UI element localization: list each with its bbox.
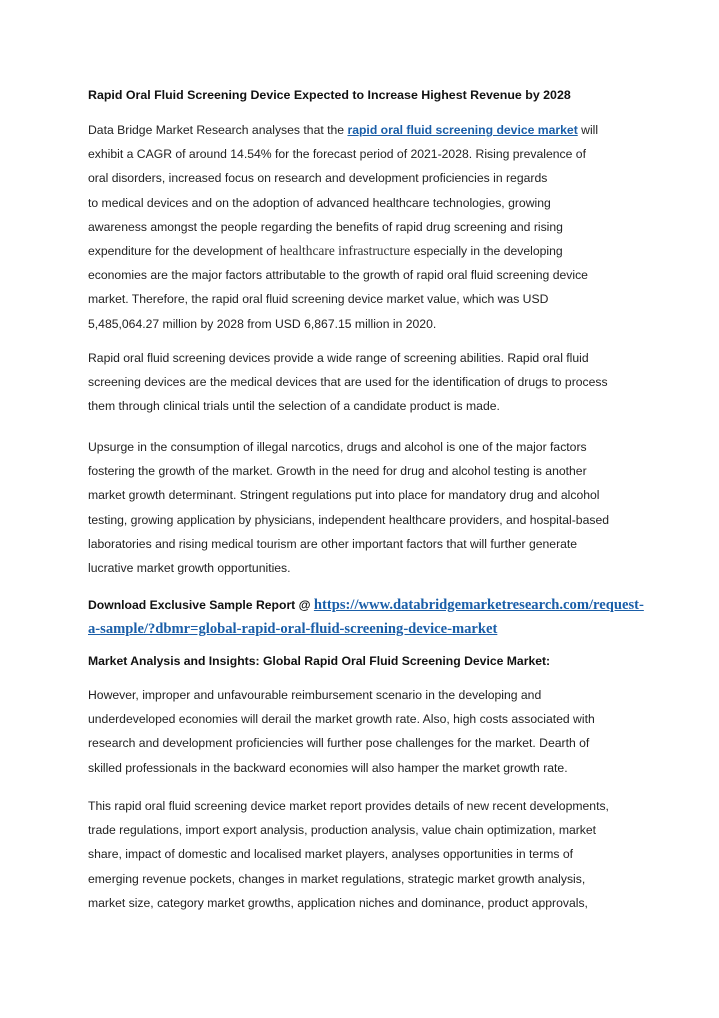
paragraph-intro bbox=[88, 118, 648, 336]
paragraph-line: awareness amongst the people regarding the benefits of rapid drug screening and rising bbox=[88, 219, 563, 234]
sample-report-link-continued[interactable]: a-sample/?dbmr=global-rapid-oral-fluid-screening-device-market bbox=[88, 621, 498, 637]
download-line bbox=[88, 617, 648, 641]
paragraph-line: research and development proficiencies will further pose challenges for the market. Dearth of bbox=[88, 736, 590, 751]
paragraph-line bbox=[88, 118, 648, 142]
download-label: Download Exclusive Sample Report @ bbox=[88, 598, 314, 612]
paragraph-report-details bbox=[88, 794, 648, 915]
text-run: especially in the developing bbox=[410, 243, 563, 258]
paragraph-line: Rapid oral fluid screening devices provide a wide range of screening abilities. Rapid oral fluid bbox=[88, 351, 589, 365]
paragraph-line: trade regulations, import export analysis, production analysis, value chain optimization, market bbox=[88, 823, 597, 838]
paragraph-line: 5,485,064.27 million by 2028 from USD 6,867.15 million in 2020. bbox=[88, 316, 437, 331]
paragraph-line: fostering the growth of the market. Growth in the need for drug and alcohol testing is another bbox=[88, 464, 587, 479]
paragraph-line: underdeveloped economies will derail the market growth rate. Also, high costs associated with bbox=[88, 712, 595, 727]
text-run: will bbox=[577, 123, 599, 137]
paragraph-line bbox=[88, 239, 648, 263]
section-heading: Market Analysis and Insights: Global Rapid Oral Fluid Screening Device Market: bbox=[88, 654, 551, 668]
paragraph-line: market growth determinant. Stringent regulations put into place for mandatory drug and alcohol bbox=[88, 488, 600, 503]
paragraph-line: market. Therefore, the rapid oral fluid screening device market value, which was USD bbox=[88, 292, 549, 307]
text-run: expenditure for the development of bbox=[88, 243, 280, 258]
paragraph-restraints bbox=[88, 683, 648, 780]
healthcare-infrastructure-text: healthcare infrastructure bbox=[279, 242, 411, 258]
paragraph-line: skilled professionals in the backward economies will also hamper the market growth rate. bbox=[88, 760, 568, 775]
market-keyword-link[interactable]: rapid oral fluid screening device market bbox=[347, 123, 578, 137]
paragraph-line: share, impact of domestic and localised market players, analyses opportunities in terms of bbox=[88, 847, 574, 862]
sample-report-link[interactable]: https://www.databridgemarketresearch.com/request- bbox=[313, 597, 644, 613]
text-run: Data Bridge Market Research analyses that the bbox=[88, 123, 348, 137]
paragraph-drivers bbox=[88, 435, 648, 580]
paragraph-line: economies are the major factors attributable to the growth of rapid oral fluid screening device bbox=[88, 268, 588, 283]
page-title: Rapid Oral Fluid Screening Device Expected to Increase Highest Revenue by 2028 bbox=[88, 88, 571, 102]
download-sample-section bbox=[88, 593, 648, 641]
paragraph-line: them through clinical trials until the selection of a candidate product is made. bbox=[88, 399, 500, 414]
paragraph-line: screening devices are the medical devices that are used for the identification of drugs to process bbox=[88, 375, 608, 390]
paragraph-line: lucrative market growth opportunities. bbox=[88, 560, 291, 575]
paragraph-line: emerging revenue pockets, changes in market regulations, strategic market growth analysis, bbox=[88, 871, 586, 886]
download-line bbox=[88, 593, 648, 617]
paragraph-line: market size, category market growths, application niches and dominance, product approvals, bbox=[88, 895, 588, 910]
paragraph-line: testing, growing application by physicians, independent healthcare providers, and hospital-based bbox=[88, 512, 610, 527]
paragraph-line: This rapid oral fluid screening device market report provides details of new recent developments, bbox=[88, 799, 609, 813]
paragraph-devices bbox=[88, 346, 648, 419]
paragraph-line: Upsurge in the consumption of illegal narcotics, drugs and alcohol is one of the major factors bbox=[88, 440, 587, 454]
paragraph-line: laboratories and rising medical tourism are other important factors that will further generate bbox=[88, 536, 578, 551]
paragraph-line: oral disorders, increased focus on research and development proficiencies in regards bbox=[88, 171, 548, 186]
paragraph-line: to medical devices and on the adoption of advanced healthcare technologies, growing bbox=[88, 195, 551, 210]
paragraph-line: exhibit a CAGR of around 14.54% for the forecast period of 2021-2028. Rising prevalence of bbox=[88, 147, 586, 162]
paragraph-line: However, improper and unfavourable reimbursement scenario in the developing and bbox=[88, 688, 542, 702]
